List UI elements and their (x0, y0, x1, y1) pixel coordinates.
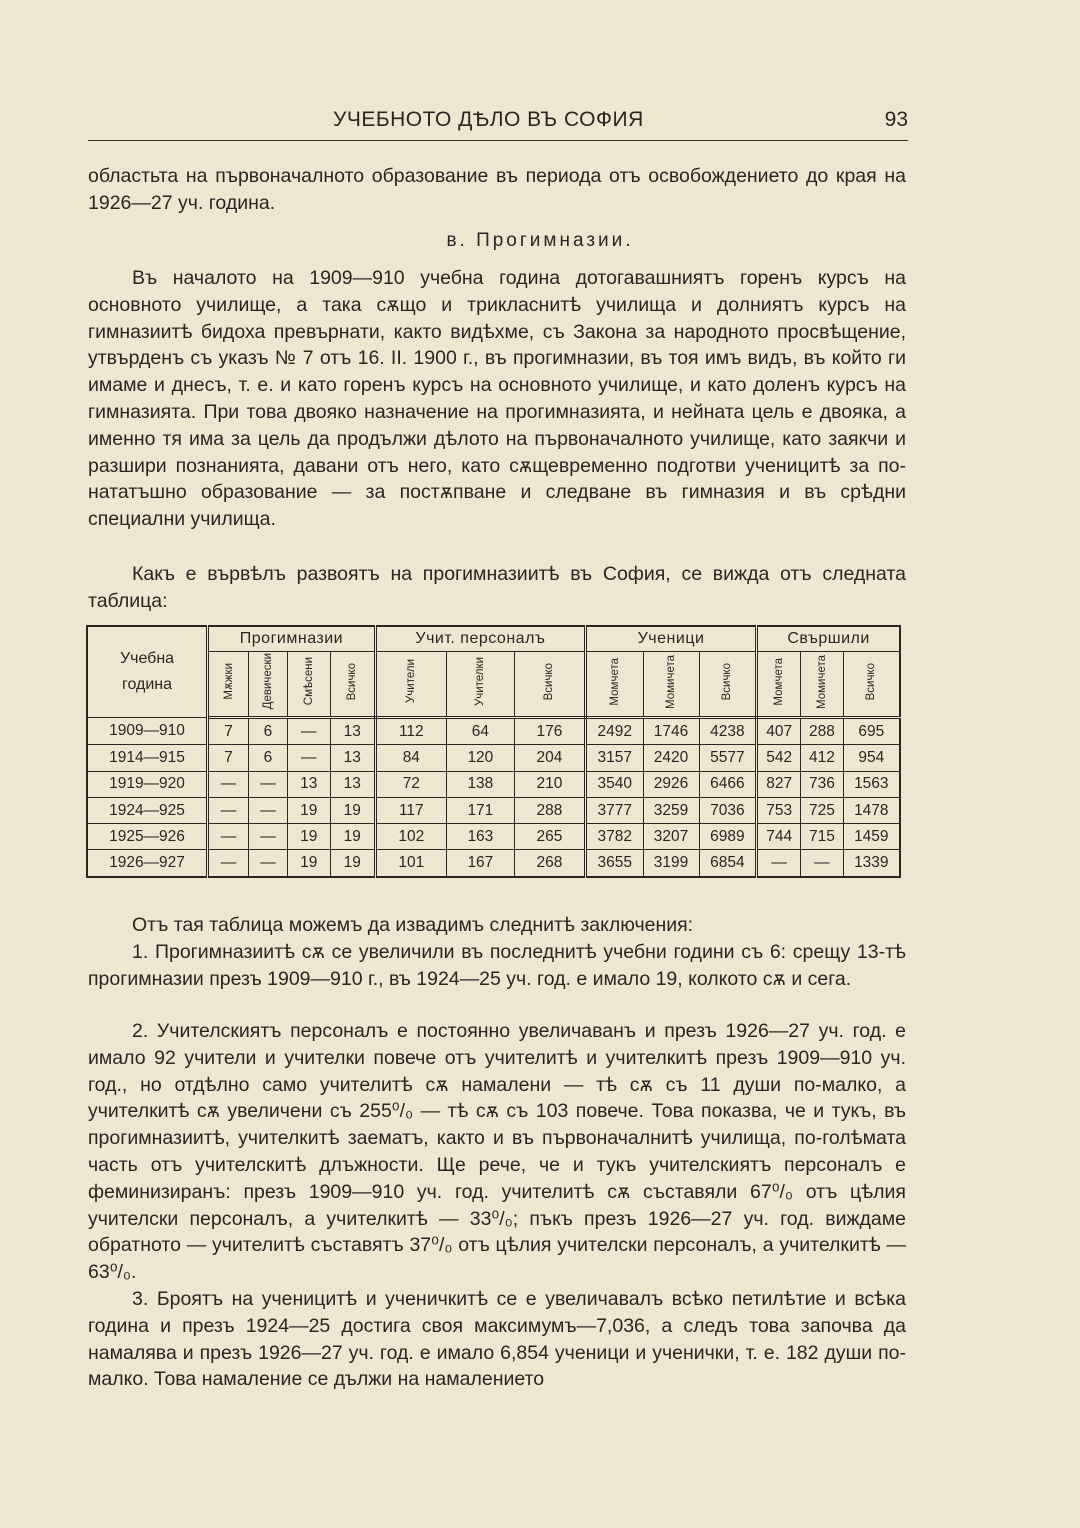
subheader-cell (208, 652, 249, 718)
value-cell: 19 (330, 850, 375, 877)
subheader-label: Учителки (474, 656, 487, 707)
value-cell: 2492 (585, 718, 643, 745)
value-cell: — (208, 824, 249, 850)
value-cell: — (249, 824, 288, 850)
value-cell: 3655 (585, 850, 643, 877)
value-cell: 6989 (699, 824, 757, 850)
value-cell: 412 (801, 745, 843, 771)
group-header: Учит. персоналъ (375, 626, 585, 652)
value-cell: 101 (375, 850, 446, 877)
value-cell: 3540 (585, 771, 643, 797)
paragraph-2: Какъ е вървѣлъ развоятъ на прогимназиитѣ въ София, се вижда отъ следната таблица: (88, 563, 906, 612)
subheader-cell (643, 652, 699, 718)
value-cell: 7036 (699, 797, 757, 823)
subheader-label: Всичко (865, 662, 878, 701)
value-cell: 7 (208, 718, 249, 745)
value-cell: 117 (375, 797, 446, 823)
table-subheader-row (87, 652, 900, 718)
subheader-cell (446, 652, 514, 718)
value-cell: 138 (446, 771, 514, 797)
value-cell: 4238 (699, 718, 757, 745)
table-group-header-row (87, 626, 900, 652)
group-header: Ученици (585, 626, 756, 652)
paragraph-6: 3. Броятъ на ученицитѣ и ученичкитѣ се е увеличавалъ всѣко петилѣтие и всѣка година и презъ 1924—25 достига своя максимумъ—7,036, а следъ това започва да намалява и презъ 1926—27 уч. год. е имало 6,854 ученици и ученички, т. е. 182 души по-малко. Това намаление се дължи на намалението (88, 1288, 906, 1391)
subheader-cell (801, 652, 843, 718)
value-cell: 2420 (643, 745, 699, 771)
subheader-cell (249, 652, 288, 718)
subheader-cell (515, 652, 586, 718)
value-cell: 112 (375, 718, 446, 745)
value-cell: 120 (446, 745, 514, 771)
value-cell: 2926 (643, 771, 699, 797)
value-cell: 19 (287, 797, 330, 823)
paragraph-1: Въ началото на 1909—910 учебна година дотогавашниятъ горенъ курсъ на основното училище, а така сѫщо и трикласнитѣ училища и долниятъ курсъ на гимназиитѣ бидоха превърнати, както видѣхме, съ Закона за народното просвѣщение, утвърденъ съ указъ № 7 отъ 16. II. 1900 г., въ прогимназии, въ тоя имъ видъ, въ който ги имаме и днесъ, т. е. и като горенъ курсъ на основното училище, и като доленъ курсъ на гимназията. При това двояко назначение на прогимназията, и нейната цель е двояка, а именно тя има за цель да продължи дѣлото на първоначалното училище, като заякчи и разшири познанията, давани отъ него, като сѫщевременно подготви ученицитѣ за по-нататъшно образование — за постѫпване и следване въ гимназия и въ срѣдни специални училища. (88, 267, 906, 531)
statistics-table (86, 625, 901, 878)
year-cell: 1909—910 (87, 718, 208, 745)
value-cell: — (249, 797, 288, 823)
value-cell: 19 (287, 824, 330, 850)
value-cell: — (287, 718, 330, 745)
value-cell: — (249, 850, 288, 877)
value-cell: 3782 (585, 824, 643, 850)
value-cell: 3207 (643, 824, 699, 850)
subheader-label: Момичета (815, 654, 828, 709)
value-cell: 1563 (843, 771, 900, 797)
subheader-label: Девически (261, 653, 274, 710)
value-cell: 407 (757, 718, 801, 745)
value-cell: 163 (446, 824, 514, 850)
paragraph-5: 2. Учителскиятъ персоналъ е постоянно увеличаванъ и презъ 1926—27 уч. год. е имало 92 учители и учителки повече отъ учителитѣ и учителкитѣ презъ 1909—910 уч. год., но отдѣлно само учителитѣ сѫ намалени — тѣ сѫ съ 11 души по-малко, а учителкитѣ сѫ увеличени съ 255⁰/₀ — тѣ сѫ съ 103 повече. Това показва, че и тукъ, въ прогимназиитѣ, учителкитѣ заематъ, както и въ първоначалнитѣ училища, по-голѣмата часть отъ учителскитѣ длъжности. Ще рече, че и тукъ учителскиятъ персоналъ е феминизиранъ: презъ 1909—910 уч. год. учителитѣ сѫ съставяли 67⁰/₀ отъ цѣлия учителски персоналъ, а учителкитѣ — 33⁰/₀; пъкъ презъ 1926—27 уч. год. виждаме обратното — учителитѣ съставятъ 37⁰/₀ отъ цѣлия учителски персоналъ, а учителкитѣ — 63⁰/₀. (88, 1020, 906, 1284)
value-cell: 84 (375, 745, 446, 771)
value-cell: 736 (801, 771, 843, 797)
value-cell: 102 (375, 824, 446, 850)
group-header: Свършили (757, 626, 900, 652)
subheader-cell (287, 652, 330, 718)
value-cell: 64 (446, 718, 514, 745)
subheader-cell (375, 652, 446, 718)
table-row (87, 771, 900, 797)
value-cell: 954 (843, 745, 900, 771)
year-cell: 1924—925 (87, 797, 208, 823)
year-header-line-1: Учебна (119, 650, 175, 667)
subheader-label: Момичета (665, 654, 678, 709)
subheader-label: Момчета (608, 657, 621, 706)
value-cell: 6 (249, 745, 288, 771)
value-cell: — (208, 771, 249, 797)
value-cell: 744 (757, 824, 801, 850)
value-cell: 268 (515, 850, 586, 877)
value-cell: 753 (757, 797, 801, 823)
table-body (87, 718, 900, 877)
subheader-label: Всичко (543, 662, 556, 701)
table-row (87, 745, 900, 771)
value-cell: — (208, 850, 249, 877)
table-row (87, 718, 900, 745)
subheader-label: Смѣсени (302, 657, 315, 706)
value-cell: 1746 (643, 718, 699, 745)
value-cell: 171 (446, 797, 514, 823)
value-cell: 204 (515, 745, 586, 771)
subheader-cell (757, 652, 801, 718)
value-cell: 5577 (699, 745, 757, 771)
subheader-label: Момчета (773, 657, 786, 706)
page-number: 93 (884, 108, 908, 131)
value-cell: 695 (843, 718, 900, 745)
value-cell: — (757, 850, 801, 877)
value-cell: 1459 (843, 824, 900, 850)
value-cell: 288 (515, 797, 586, 823)
value-cell: — (287, 745, 330, 771)
subheader-cell (843, 652, 900, 718)
value-cell: 288 (801, 718, 843, 745)
value-cell: 827 (757, 771, 801, 797)
value-cell: 210 (515, 771, 586, 797)
subheader-cell (699, 652, 757, 718)
value-cell: 13 (287, 771, 330, 797)
table-row (87, 797, 900, 823)
value-cell: 19 (330, 797, 375, 823)
value-cell: 3199 (643, 850, 699, 877)
section-heading: в. Прогимназии. (446, 230, 634, 251)
value-cell: 6466 (699, 771, 757, 797)
value-cell: 1339 (843, 850, 900, 877)
value-cell: — (801, 850, 843, 877)
group-header: Прогимназии (208, 626, 376, 652)
value-cell: 19 (330, 824, 375, 850)
value-cell: 72 (375, 771, 446, 797)
value-cell: 725 (801, 797, 843, 823)
running-title: УЧЕБНОТО ДѢЛО ВЪ СОФИЯ (333, 108, 644, 131)
year-header-line-2: година (121, 676, 173, 693)
intro-paragraph: областьта на първоначалното образование въ периода отъ освобождението до края на 1926—27 уч. година. (88, 165, 906, 214)
value-cell: 3157 (585, 745, 643, 771)
table-row (87, 850, 900, 877)
subheader-label: Мѫжки (222, 663, 235, 700)
paragraph-4: 1. Прогимназиитѣ сѫ се увеличили въ последнитѣ учебни години съ 6: срещу 13-тѣ прогимназии презъ 1909—910 г., въ 1924—25 уч. год. е имало 19, колкото сѫ и сега. (88, 941, 906, 990)
subheader-cell (330, 652, 375, 718)
subheader-label: Всичко (346, 662, 359, 701)
value-cell: 6854 (699, 850, 757, 877)
value-cell: 19 (287, 850, 330, 877)
year-cell: 1925—926 (87, 824, 208, 850)
value-cell: — (249, 771, 288, 797)
running-header (88, 108, 908, 141)
value-cell: 3777 (585, 797, 643, 823)
value-cell: 167 (446, 850, 514, 877)
value-cell: 1478 (843, 797, 900, 823)
value-cell: 13 (330, 745, 375, 771)
subheader-cell (585, 652, 643, 718)
value-cell: 715 (801, 824, 843, 850)
year-column-header (87, 626, 208, 718)
paragraph-3: Отъ тая таблица можемъ да извадимъ следнитѣ заключения: (132, 914, 694, 936)
value-cell: 6 (249, 718, 288, 745)
subheader-label: Учители (405, 659, 418, 704)
value-cell: 265 (515, 824, 586, 850)
table-row (87, 824, 900, 850)
value-cell: 13 (330, 771, 375, 797)
value-cell: 542 (757, 745, 801, 771)
year-cell: 1926—927 (87, 850, 208, 877)
value-cell: — (208, 797, 249, 823)
value-cell: 7 (208, 745, 249, 771)
subheader-label: Всичко (721, 662, 734, 701)
value-cell: 13 (330, 718, 375, 745)
value-cell: 176 (515, 718, 586, 745)
value-cell: 3259 (643, 797, 699, 823)
year-cell: 1919—920 (87, 771, 208, 797)
year-cell: 1914—915 (87, 745, 208, 771)
